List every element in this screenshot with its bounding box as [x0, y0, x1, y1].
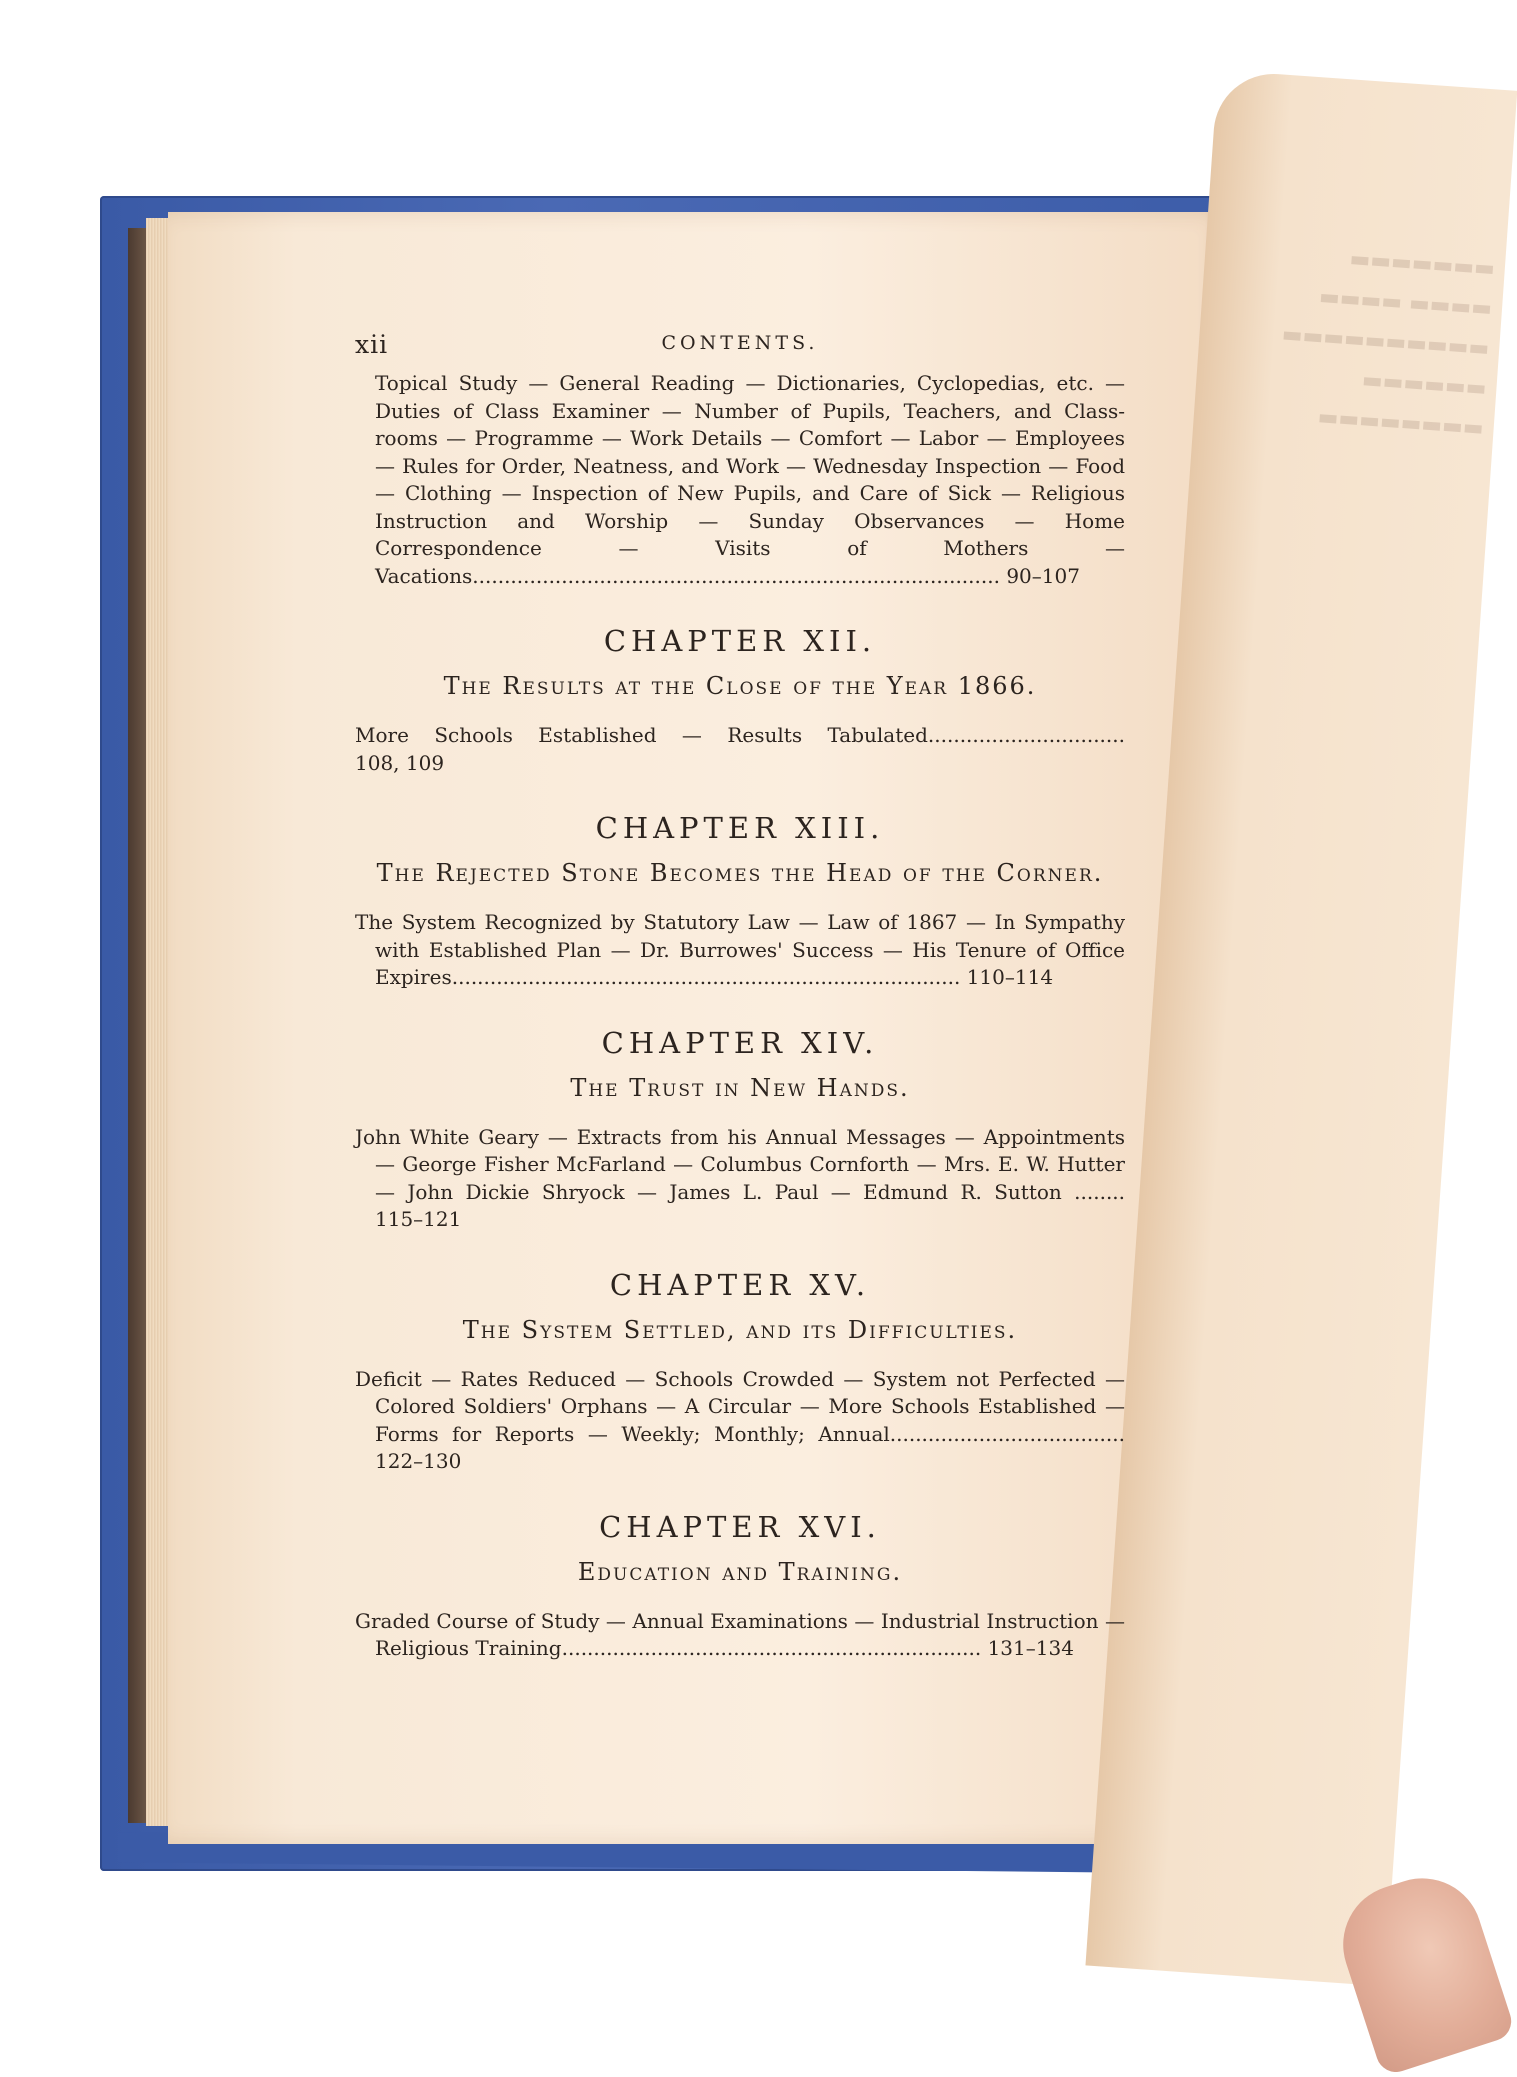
- page-range: 115–121: [375, 1207, 462, 1231]
- page-range: 90–107: [1006, 563, 1080, 588]
- dot-leader: ........: [1074, 1179, 1126, 1204]
- chapter-heading: CHAPTER XV.: [609, 1267, 871, 1302]
- chapter-xii: [355, 624, 1125, 777]
- chapter-heading: CHAPTER XII.: [603, 624, 877, 658]
- show-through-text: ▬▬▬▬▬▬▬ ▬▬▬▬ ▬▬▬▬ ▬▬▬▬▬▬▬▬▬▬ ▬▬▬▬▬▬ ▬▬▬▬▬▬▬▬: [1280, 216, 1499, 442]
- chapter-summary: [355, 1366, 1125, 1476]
- chapter-title: The Results at the Close of the Year 1866.: [443, 672, 1037, 700]
- page-range: 110–114: [966, 965, 1054, 989]
- page-range: 122–130: [375, 1449, 462, 1473]
- dot-leader: ...............................: [927, 723, 1125, 747]
- chapter-xvi: [355, 1510, 1125, 1663]
- chapter-title: The System Settled, and its Difficulties.: [462, 1315, 1018, 1344]
- summary-text: John White Geary — Extracts from his Annual Messages — Appointments — George Fisher McFarland — Columbus Cornforth — Mrs. E. W. Hutter — John Dickie Shryock — James L. Paul — Edmund R. Sutton: [355, 1124, 1125, 1204]
- page-range: 131–134: [987, 1636, 1074, 1660]
- page-range: 108, 109: [355, 750, 445, 775]
- chapter-title: The Trust in New Hands.: [570, 1073, 910, 1102]
- chapter-heading: CHAPTER XVI.: [599, 1509, 881, 1544]
- chapter-summary: [355, 722, 1125, 777]
- chapter-title: Education and Training.: [577, 1557, 903, 1586]
- chapter-xiv: [355, 1026, 1125, 1234]
- running-title: CONTENTS.: [661, 332, 819, 354]
- dot-leader: ..................................................................: [561, 1636, 982, 1660]
- contents-page-text: [355, 330, 1125, 1663]
- entry-text: Topical Study — General Reading — Dictionaries, Cyclopedias, etc. — Duties of Class Examiner — Number of Pupils, Teachers, and Class-rooms — Programme — Work Details — Comfort — Labor — Employees — Rules for Order, Neatness, and Work — Wednesday Inspection — Food — Clothing — Inspection of New Pupils, and Care of Sick — Religious Instruction and Worship — Sunday Observances — Home Correspondence — Visits of Mothers — Vacations: [375, 371, 1125, 588]
- endpaper: [128, 228, 148, 1823]
- summary-text: Graded Course of Study — Annual Examinations — Industrial Instruction — Religious Training: [355, 1608, 1125, 1660]
- chapter-xiii: [355, 811, 1125, 992]
- dot-leader: ...................................................................................: [472, 563, 1000, 588]
- chapter-summary: [355, 1608, 1125, 1663]
- chapter-summary: [355, 1124, 1125, 1234]
- chapter-heading: CHAPTER XIV.: [601, 1025, 879, 1060]
- summary-text: Deficit — Rates Reduced — Schools Crowded — System not Perfected — Colored Soldiers' Orphans — A Circular — More Schools Established — Forms for Reports — Weekly; Monthly; Annual: [355, 1366, 1125, 1446]
- chapter-heading: CHAPTER XIII.: [595, 811, 885, 845]
- continued-entry: [355, 370, 1125, 590]
- summary-text: The System Recognized by Statutory Law — Law of 1867 — In Sympathy with Established Plan — Dr. Burrowes' Success — His Tenure of Office Expires: [355, 910, 1125, 989]
- page-edges: [146, 218, 170, 1826]
- dot-leader: .....................................: [889, 1421, 1125, 1446]
- running-head: [355, 330, 1125, 370]
- page-number: xii: [355, 330, 389, 359]
- chapter-summary: [355, 909, 1125, 992]
- dot-leader: ................................................................................: [451, 965, 961, 989]
- summary-text: More Schools Established — Results Tabulated: [355, 723, 928, 747]
- chapter-xv: [355, 1268, 1125, 1476]
- chapter-title: The Rejected Stone Becomes the Head of the Corner.: [376, 859, 1104, 887]
